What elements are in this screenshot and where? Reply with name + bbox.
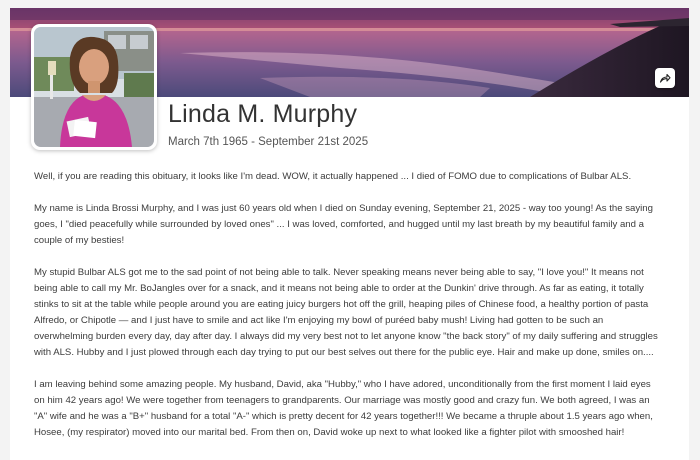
obituary-paragraph: My name is Linda Brossi Murphy, and I was just 60 years old when I died on Sunday evening, September 21, 2025 - way too young! As the saying goes, I "died peacefully while surrounded by loved ones" ... I was loved, comforted, and hugged until my last breath by my beautiful family and a couple of my besties! (34, 203, 653, 246)
obituary-page (10, 8, 689, 460)
share-button[interactable] (655, 68, 675, 88)
obituary-paragraph: My stupid Bulbar ALS got me to the sad point of not being able to talk. Never speaking means never being able to say, "I love you!" It means not being able to call my Mr. BoJangles over for a snack, and it means not being able to order at the Dunkin' drive through. As far as eating, it totally stinks to sit at the table while people around you are eating juicy burgers hot off the grill, heaping piles of Chinese food, a healthy portion of pasta Alfredo, or Chipotle — and I just have to smile and act like I'm enjoying my bowl of puréed baby mush! Living had gotten to be such an overwhelming burden every day, day after day. I always did my very best not to let anyone know "the back story" of my daily suffering and struggles with ALS. Hubby and I just plowed through each day trying to put our best selves out there for the public eye. Hair and make up done, smiles on.... (34, 267, 658, 358)
profile-portrait-image (34, 27, 154, 147)
deceased-name: Linda M. Murphy (168, 100, 358, 128)
bottom-fade (10, 446, 689, 460)
obituary-paragraph: Well, if you are reading this obituary, it looks like I'm dead. WOW, it actually happened ... I died of FOMO due to complications of Bulbar ALS. (34, 171, 632, 182)
obituary-text (34, 169, 664, 457)
obituary-paragraph: I am leaving behind some amazing people. My husband, David, aka "Hubby," who I have adored, unconditionally from the first moment I laid eyes on him 42 years ago! We were together from teenagers to grandparents. Our marriage was mostly good and crazy fun. We both agreed, I was an "A" wife and he was a "B+" husband for a total "A-" which is pretty decent for 42 years together!!! We became a thruple about 1.5 years ago when, Hosee, (my respirator) moved into our marital bed. From then on, David woke up next to what looked like a fighter pilot with smooshed hair! (34, 379, 653, 438)
profile-photo (31, 24, 157, 150)
share-arrow-icon (659, 72, 671, 84)
life-dates: March 7th 1965 - September 21st 2025 (168, 136, 369, 148)
